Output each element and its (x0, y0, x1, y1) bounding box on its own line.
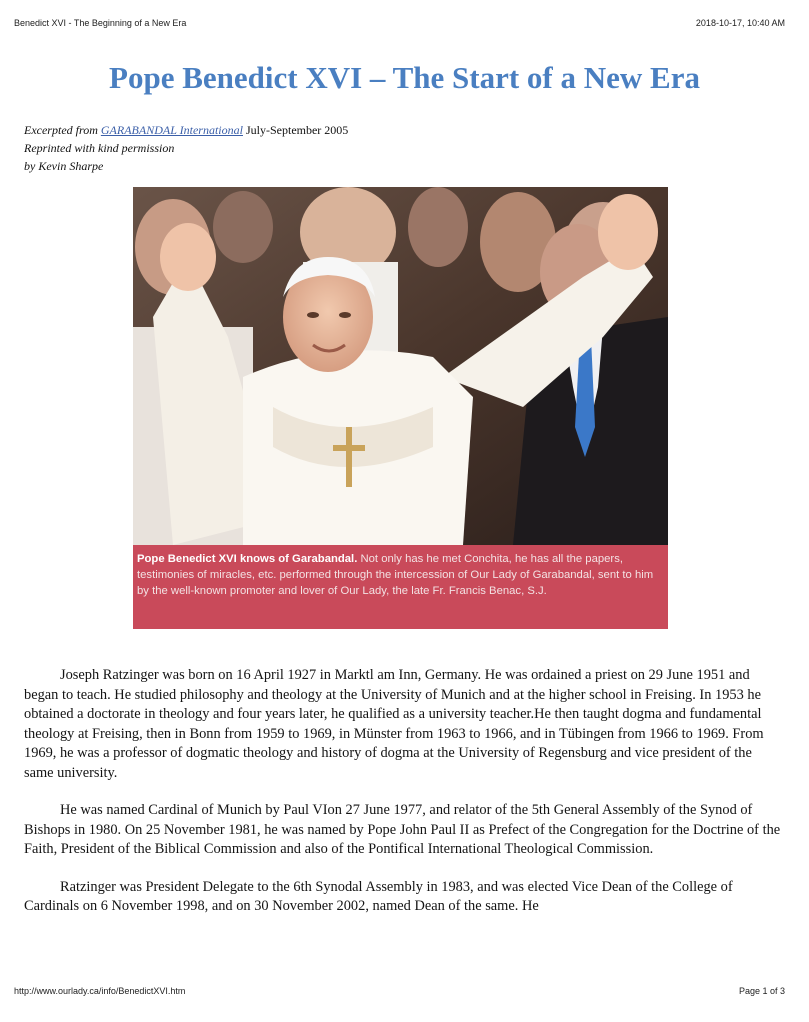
pope-photo (133, 187, 668, 545)
print-header-timestamp: 2018-10-17, 10:40 AM (695, 18, 785, 28)
paragraph: Ratzinger was President Delegate to the 6th Synodal Assembly in 1983, and was elected Vice Dean of the College of Cardinals on 6 November 1998, and on 30 November 2002, named Dean of the same. He (24, 878, 733, 914)
print-header (14, 18, 785, 28)
excerpt-line (24, 121, 348, 139)
author-line: by Kevin Sharpe (24, 159, 104, 173)
reprint-line: Reprinted with kind permission (24, 141, 175, 155)
page-number: Page 1 of 3 (738, 986, 785, 996)
print-footer (14, 986, 785, 996)
paragraph: He was named Cardinal of Munich by Paul VIon 27 June 1977, and relator of the 5th General Assembly of the Synod of Bishops in 1980. On 25 November 1981, he was named by Pope John Paul II as Prefect of the Congregation for the Doctrine of the Faith, President of the Biblical Commission and also of the Pontifical International Theological Commission. (24, 802, 781, 857)
source-link[interactable]: GARABANDAL International (100, 123, 243, 137)
print-header-title: Benedict XVI - The Beginning of a New Era (14, 18, 187, 28)
article-credits (24, 121, 348, 175)
photo-caption (133, 545, 668, 629)
article-body (24, 666, 784, 935)
excerpt-prefix: Excerpted from (24, 123, 101, 137)
paragraph: Joseph Ratzinger was born on 16 April 1927 in Marktl am Inn, Germany. He was ordained a priest on 29 June 1951 and began to teach. He studied philosophy and theology at the University of Munich and at the higher school in Freising. In 1953 he obtained a doctorate in theology and four years later, he qualified as a university teacher.He then taught dogma and fundamental theology at Freising, then in Bonn from 1959 to 1969, in Münster from 1963 to 1966, and in Tübingen from 1966 to 1969. From 1969, he was a professor of dogmatic theology and history of dogma at the University of Regensburg and vice president of the same university. (24, 667, 764, 781)
page-title: Pope Benedict XVI – The Start of a New Era (109, 60, 700, 95)
caption-lead: Pope Benedict XVI knows of Garabandal. (137, 553, 358, 565)
pope-photo-illustration (133, 187, 668, 545)
issue-text: July-September 2005 (242, 123, 349, 137)
page-url: http://www.ourlady.ca/info/BenedictXVI.htm (14, 986, 186, 996)
caption-text: Not only has he met Conchita, he has all the papers, testimonies of miracles, etc. performed through the intercession of Our Lady of Garabandal, sent to him by the well-known promoter and lover of Our Lady, the late Fr. Francis Benac, S.J. (137, 553, 654, 597)
